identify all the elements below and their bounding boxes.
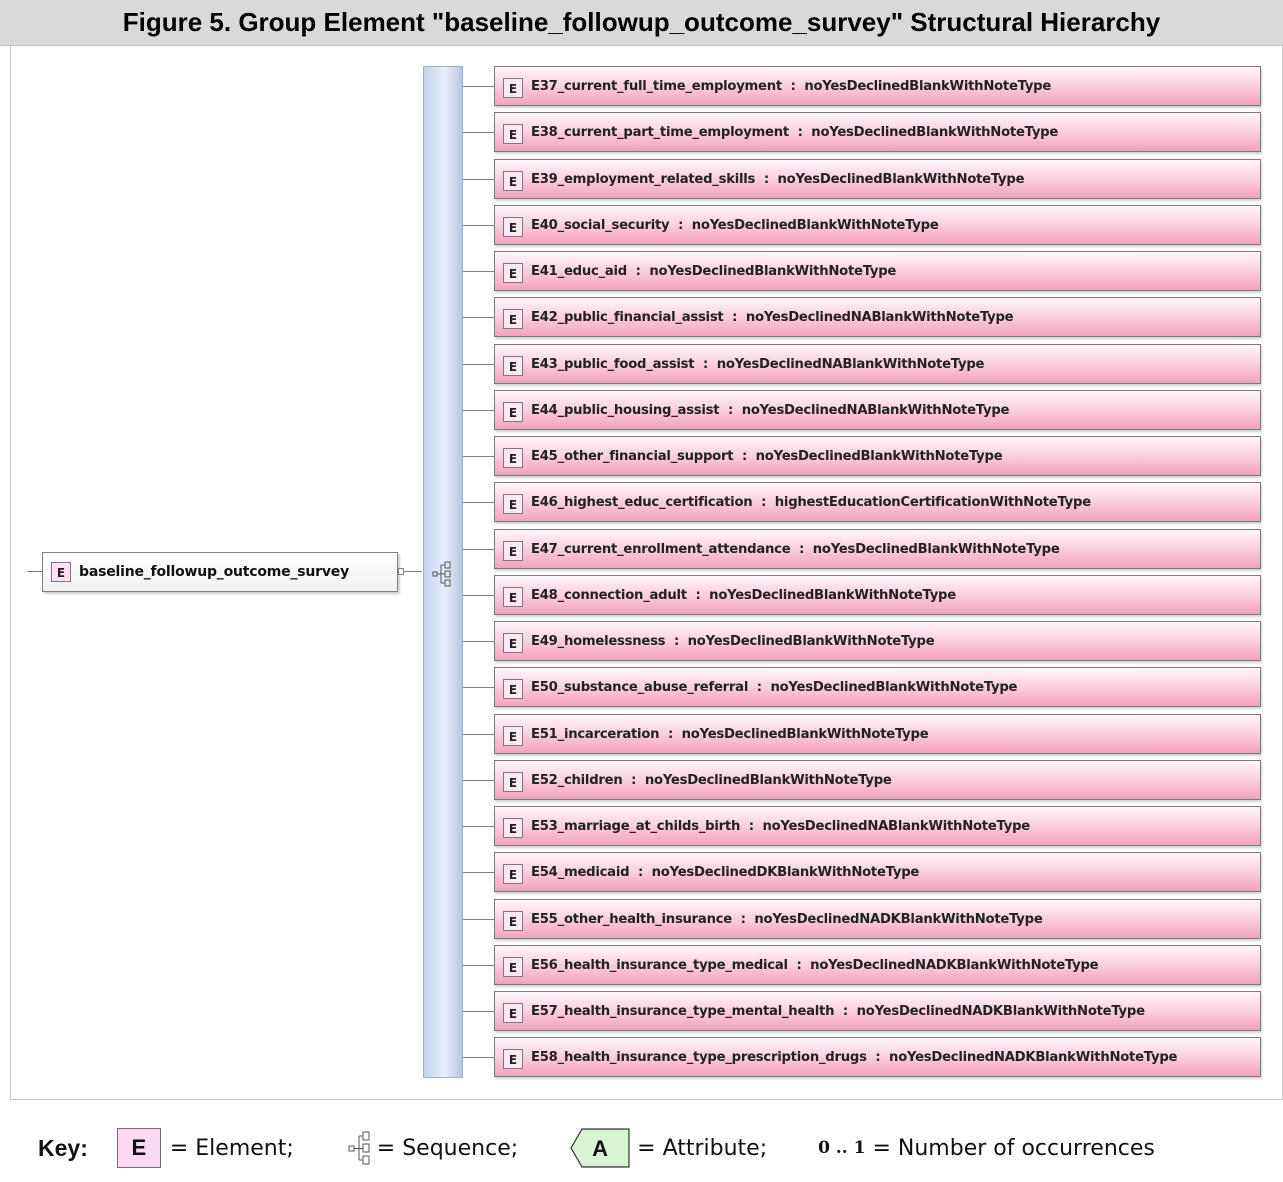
child-element[interactable] [494,390,1261,430]
attribute-key-icon: A [570,1128,630,1168]
child-connector [463,271,495,272]
sequence-key-label: = Sequence; [376,1135,519,1161]
child-element-label: E46_highest_educ_certification : highestEducationCertificationWithNoteType [531,494,1091,510]
child-connector [463,456,495,457]
element-badge-icon: E [503,263,523,283]
element-badge-icon: E [503,541,523,561]
child-connector [463,1011,495,1012]
child-element[interactable] [494,159,1261,199]
child-connector [463,549,495,550]
child-element[interactable] [494,482,1261,522]
child-element[interactable] [494,66,1261,106]
child-element-label: E57_health_insurance_type_mental_health : noYesDeclinedNADKBlankWithNoteType [531,1003,1145,1019]
child-element-label: E37_current_full_time_employment : noYesDeclinedBlankWithNoteType [531,78,1052,94]
child-connector [463,132,495,133]
child-element-label: E51_incarceration : noYesDeclinedBlankWithNoteType [531,726,929,742]
child-element[interactable] [494,529,1261,569]
sequence-icon [432,561,454,587]
element-badge-icon: E [503,679,523,699]
child-connector [463,965,495,966]
element-key-icon: E [117,1128,161,1168]
child-element[interactable] [494,575,1261,615]
child-element[interactable] [494,436,1261,476]
child-element-label: E45_other_financial_support : noYesDeclinedBlankWithNoteType [531,448,1003,464]
child-element[interactable] [494,899,1261,939]
element-badge-icon: E [503,818,523,838]
child-connector [463,687,495,688]
child-element[interactable] [494,205,1261,245]
child-element-label: E42_public_financial_assist : noYesDeclinedNABlankWithNoteType [531,309,1014,325]
legend [38,1128,1155,1168]
element-badge-icon: E [503,911,523,931]
child-element[interactable] [494,621,1261,661]
attribute-key-label: = Attribute; [637,1135,768,1161]
child-element[interactable] [494,344,1261,384]
child-element-label: E44_public_housing_assist : noYesDeclinedNABlankWithNoteType [531,402,1010,418]
child-element[interactable] [494,806,1261,846]
child-element[interactable] [494,760,1261,800]
child-element-label: E41_educ_aid : noYesDeclinedBlankWithNoteType [531,263,897,279]
child-connector [463,410,495,411]
child-element-label: E53_marriage_at_childs_birth : noYesDeclinedNABlankWithNoteType [531,818,1030,834]
occurrence-key-label: = Number of occurrences [872,1135,1155,1161]
child-connector [463,86,495,87]
child-element[interactable] [494,667,1261,707]
child-element-label: E56_health_insurance_type_medical : noYesDeclinedNADKBlankWithNoteType [531,957,1099,973]
element-badge-icon: E [503,1003,523,1023]
child-element[interactable] [494,1037,1261,1077]
element-badge-icon: E [503,448,523,468]
child-element-label: E58_health_insurance_type_prescription_drugs : noYesDeclinedNADKBlankWithNoteType [531,1049,1178,1065]
element-badge-icon: E [503,356,523,376]
element-badge-icon: E [503,402,523,422]
element-badge-icon: E [51,562,71,582]
element-badge-icon: E [503,772,523,792]
child-element-label: E40_social_security : noYesDeclinedBlankWithNoteType [531,217,939,233]
element-badge-icon: E [503,633,523,653]
child-element-label: E39_employment_related_skills : noYesDeclinedBlankWithNoteType [531,171,1025,187]
sequence-key-icon [348,1131,372,1165]
child-connector [463,919,495,920]
child-element-label: E54_medicaid : noYesDeclinedDKBlankWithNoteType [531,864,920,880]
child-element[interactable] [494,297,1261,337]
element-badge-icon: E [503,217,523,237]
child-connector [463,225,495,226]
child-element-label: E52_children : noYesDeclinedBlankWithNoteType [531,772,892,788]
child-connector [463,780,495,781]
child-element[interactable] [494,852,1261,892]
element-badge-icon: E [503,124,523,144]
element-badge-icon: E [503,1049,523,1069]
root-element[interactable] [42,552,398,592]
child-element-label: E50_substance_abuse_referral : noYesDeclinedBlankWithNoteType [531,679,1018,695]
child-connector [463,641,495,642]
element-badge-icon: E [503,171,523,191]
child-connector [463,595,495,596]
element-badge-icon: E [503,587,523,607]
child-element-label: E48_connection_adult : noYesDeclinedBlankWithNoteType [531,587,956,603]
child-element[interactable] [494,251,1261,291]
legend-title: Key: [38,1134,88,1161]
child-connector [463,826,495,827]
element-badge-icon: E [503,78,523,98]
child-connector [463,317,495,318]
child-element[interactable] [494,945,1261,985]
child-element[interactable] [494,991,1261,1031]
child-connector [463,179,495,180]
element-key-label: = Element; [169,1135,294,1161]
occurrence-key-symbol: 0 .. 1 [818,1138,866,1158]
figure-title: Figure 5. Group Element "baseline_followup_outcome_survey" Structural Hierarchy [0,0,1283,46]
child-connector [463,364,495,365]
child-connector [463,1057,495,1058]
child-element-label: E55_other_health_insurance : noYesDeclinedNADKBlankWithNoteType [531,911,1043,927]
element-badge-icon: E [503,494,523,514]
child-element[interactable] [494,714,1261,754]
root-element-label: baseline_followup_outcome_survey [79,564,350,580]
element-badge-icon: E [503,726,523,746]
child-element-label: E47_current_enrollment_attendance : noYesDeclinedBlankWithNoteType [531,541,1060,557]
root-connector-right [404,571,422,572]
child-connector [463,872,495,873]
child-connector [463,734,495,735]
element-badge-icon: E [503,957,523,977]
child-element-label: E38_current_part_time_employment : noYesDeclinedBlankWithNoteType [531,124,1059,140]
child-element-label: E49_homelessness : noYesDeclinedBlankWithNoteType [531,633,935,649]
element-badge-icon: E [503,309,523,329]
element-badge-icon: E [503,864,523,884]
child-connector [463,502,495,503]
child-element[interactable] [494,112,1261,152]
child-element-label: E43_public_food_assist : noYesDeclinedNABlankWithNoteType [531,356,985,372]
root-connector-left [27,571,42,572]
